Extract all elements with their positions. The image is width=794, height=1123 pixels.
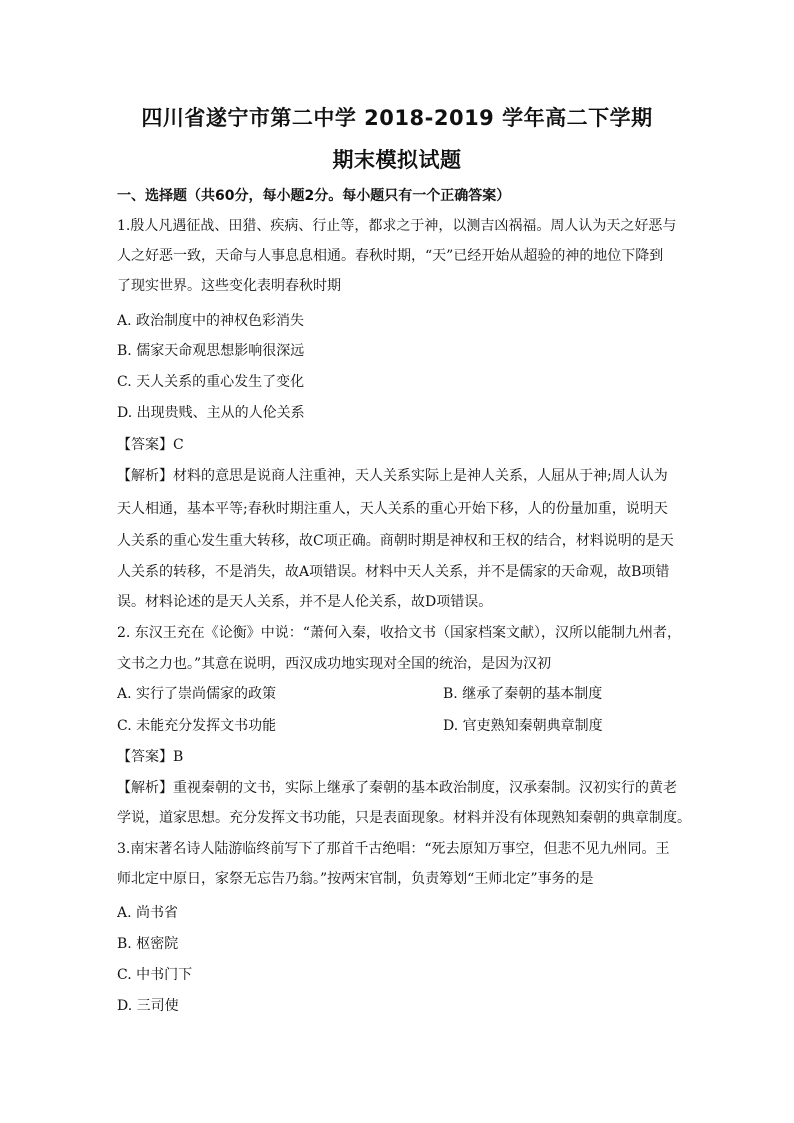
q1-option-c: C. 天人关系的重心发生了变化 [117, 374, 305, 390]
q2-option-d: D. 官吏熟知秦朝典章制度 [443, 718, 603, 734]
q3-option-d: D. 三司使 [117, 998, 179, 1014]
q2-option-b: B. 继承了秦朝的基本制度 [443, 686, 603, 702]
document-title-line1: 四川省遂宁市第二中学 2018-2019 学年高二下学期 [141, 106, 653, 130]
q2-answer: 【答案】B [117, 749, 184, 765]
q3-option-b: B. 枢密院 [117, 936, 179, 952]
q2-option-a: A. 实行了崇尚儒家的政策 [117, 686, 277, 702]
q1-analysis-line2: 天人相通，基本平等;春秋时期注重人，天人关系的重心开始下移，人的份量加重，说明天 [117, 501, 668, 517]
q2-stem-line2: 文书之力也。”其意在说明，西汉成功地实现对全国的统治，是因为汉初 [117, 656, 552, 672]
section-heading: 一、选择题（共60分，每小题2分。每小题只有一个正确答案） [117, 188, 511, 204]
q2-analysis-line2: 学说，道家思想。充分发挥文书功能，只是表面现象。材料并没有体现熟知秦朝的典章制度。 [117, 810, 691, 826]
q1-answer: 【答案】C [117, 437, 184, 453]
q1-option-b: B. 儒家天命观思想影响很深远 [117, 343, 305, 359]
q1-analysis-line1: 【解析】材料的意思是说商人注重神，天人关系实际上是神人关系，人屈从于神;周人认为 [117, 468, 668, 484]
q3-stem-line1: 3.南宋著名诗人陆游临终前写下了那首千古绝唱：“死去原知万事空，但悲不见九州同。王 [117, 841, 670, 857]
q2-analysis-line1: 【解析】重视秦朝的文书，实际上继承了秦朝的基本政治制度，汉承秦制。汉初实行的黄老 [117, 780, 677, 796]
q1-analysis-line5: 误。材料论述的是天人关系，并不是人伦关系，故D项错误。 [117, 594, 493, 610]
q2-stem-line1: 2. 东汉王充在《论衡》中说：“萧何入秦，收拾文书（国家档案文献），汉所以能制九州者， [117, 625, 681, 641]
q1-stem-line1: 1.殷人凡遇征战、田猎、疾病、行止等，都求之于神，以测吉凶祸福。周人认为天之好恶与 [117, 218, 677, 234]
q1-stem-line3: 了现实世界。这些变化表明春秋时期 [117, 278, 341, 294]
q1-analysis-line4: 人关系的转移，不是消失，故A项错误。材料中天人关系，并不是儒家的天命观，故B项错 [117, 564, 670, 580]
q1-analysis-line3: 人关系的重心发生重大转移，故C项正确。商朝时期是神权和王权的结合，材料说明的是天 [117, 533, 674, 549]
q3-stem-line2: 师北定中原日，家祭无忘告乃翁。”按两宋官制，负责筹划“王师北定”事务的是 [117, 871, 594, 887]
q3-option-c: C. 中书门下 [117, 967, 193, 983]
q1-option-d: D. 出现贵贱、主从的人伦关系 [117, 405, 305, 421]
q2-option-c: C. 未能充分发挥文书功能 [117, 718, 277, 734]
q1-option-a: A. 政治制度中的神权色彩消失 [117, 313, 305, 329]
q1-stem-line2: 人之好恶一致，天命与人事息息相通。春秋时期，“天”已经开始从超验的神的地位下降到 [117, 248, 664, 264]
q3-option-a: A. 尚书省 [117, 905, 179, 921]
document-title-line2: 期末模拟试题 [332, 148, 462, 172]
